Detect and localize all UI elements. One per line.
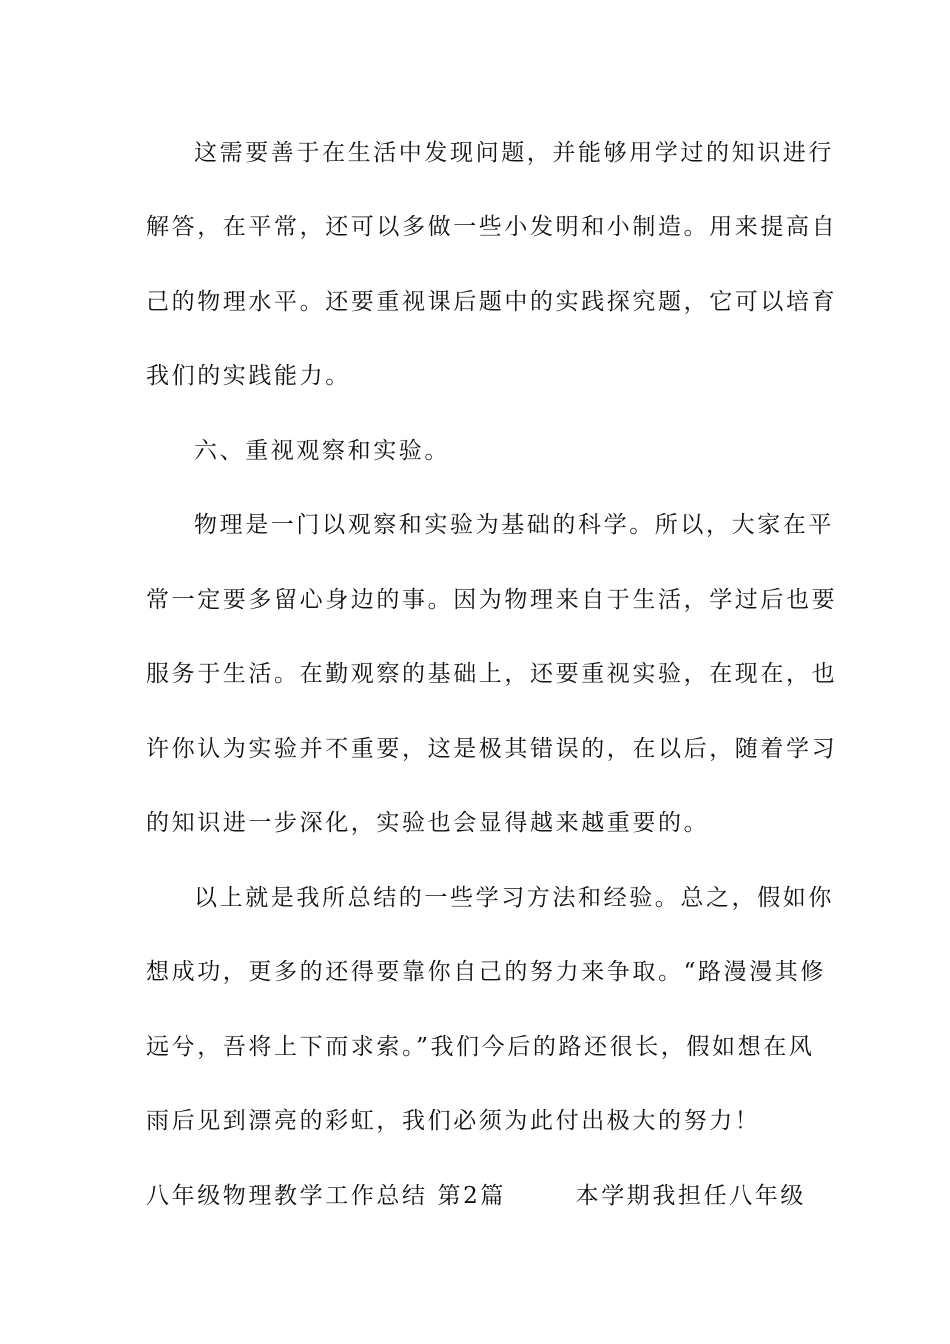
paragraph-line: 雨后见到漂亮的彩虹，我们必须为此付出极大的努力！: [146, 1108, 761, 1134]
paragraph-line: 服务于生活。在勤观察的基础上，还要重视实验，在现在，也: [146, 661, 838, 687]
section-continuation: 本学期我担任八年级: [575, 1183, 806, 1209]
paragraph-line: 常一定要多留心身边的事。因为物理来自于生活，学过后也要: [146, 587, 838, 613]
paragraph-line: 以上就是我所总结的一些学习方法和经验。总之，假如你: [194, 885, 834, 911]
section-heading: 六、重视观察和实验。: [194, 438, 450, 464]
paragraph-line: 的知识进一步深化，实验也会显得越来越重要的。: [146, 810, 710, 836]
paragraph-line: 解答，在平常，还可以多做一些小发明和小制造。用来提高自: [146, 214, 838, 240]
paragraph-line: 许你认为实验并不重要，这是极其错误的，在以后，随着学习: [146, 736, 838, 762]
paragraph-line: 己的物理水平。还要重视课后题中的实践探究题，它可以培育: [146, 289, 838, 315]
section-title: 八年级物理教学工作总结 第2篇: [146, 1183, 506, 1209]
paragraph-line: 我们的实践能力。: [146, 363, 351, 389]
paragraph-line: 物理是一门以观察和实验为基础的科学。所以，大家在平: [194, 512, 834, 538]
paragraph-line: 想成功，更多的还得要靠你自己的努力来争取。“路漫漫其修: [146, 959, 826, 985]
paragraph-line: 远兮，吾将上下而求索。”我们今后的路还很长，假如想在风: [146, 1034, 815, 1060]
section-title-line: [146, 1181, 806, 1211]
paragraph-line: 这需要善于在生活中发现问题，并能够用学过的知识进行: [194, 140, 834, 166]
